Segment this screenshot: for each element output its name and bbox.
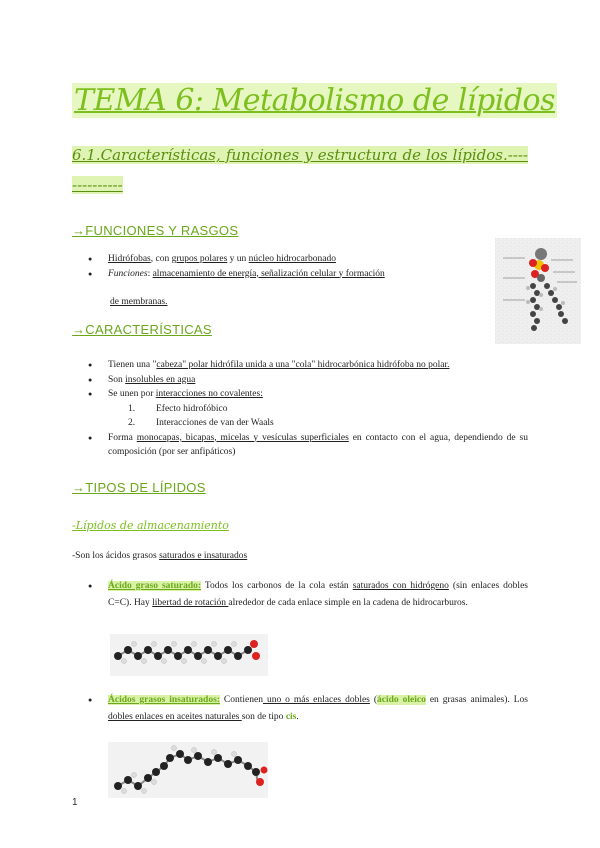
lipid-molecule-image — [495, 238, 581, 344]
caracteristicas-list — [72, 358, 528, 460]
list-item: ● Tienen una "cabeza" polar hidrófila unida a una "cola" hidrocarbónica hidrófoba no polar. — [72, 358, 528, 373]
acidos-list — [72, 578, 528, 611]
list-item-saturado: ● Ácido graso saturado: Todos los carbonos de la cola están saturados con hidrógeno (sin enlaces dobles C=C). Hay libertad de rotación alrededor de cada enlace simple en la cadena de hidrocarburos. — [72, 578, 528, 611]
title-text: TEMA 6: Metabolismo de lípidos — [74, 83, 556, 118]
saturated-fatty-acid-image — [110, 634, 268, 676]
funciones-continuation: de membranas. — [110, 297, 168, 307]
page-title — [72, 82, 557, 120]
list-item: ● Forma monocapas, bicapas, micelas y vesículas superficiales en contacto con el agua, dependiendo de su composición (por ser anfipáticos) — [72, 431, 528, 460]
heading-tipos: →TIPOS DE LÍPIDOS — [72, 480, 206, 495]
section-subtitle — [72, 140, 528, 200]
sublist-item: 1. Efecto hidrofóbico — [128, 403, 228, 414]
sublist-item: 2. Interacciones de van der Waals — [128, 418, 274, 428]
funciones-list — [72, 252, 472, 281]
sublist — [108, 402, 528, 431]
page-number: 1 — [72, 797, 78, 808]
list-item: ● Son insolubles en agua — [72, 373, 528, 388]
list-item: ● Hidrófobas, con grupos polares y un núcleo hidrocarbonado — [72, 252, 472, 267]
list-item: ● Se unen por interacciones no covalentes: 1. Efecto hidrofóbico 2. Interacciones de van der Waals — [72, 387, 528, 431]
heading-caracteristicas: →CARACTERÍSTICAS — [72, 322, 212, 337]
list-item-insaturado: ● Ácidos grasos insaturados: Contienen uno o más enlaces dobles (ácido oleico en grasas animales). Los dobles enlaces en aceites naturales son de tipo cis. — [72, 692, 528, 725]
unsaturated-fatty-acid-image — [108, 742, 268, 798]
heading-funciones: →FUNCIONES Y RASGOS — [72, 223, 239, 238]
list-item: ● Funciones: almacenamiento de energía, señalización celular y formación — [72, 267, 472, 282]
subtitle-text: 6.1.Características, funciones y estructura de los lípidos.-------------- — [72, 146, 528, 194]
almacenamiento-intro: -Son los ácidos grasos saturados e insaturados — [72, 551, 248, 561]
heading-almacenamiento: -Lípidos de almacenamiento — [72, 519, 229, 532]
acidos-list-2 — [72, 692, 528, 725]
